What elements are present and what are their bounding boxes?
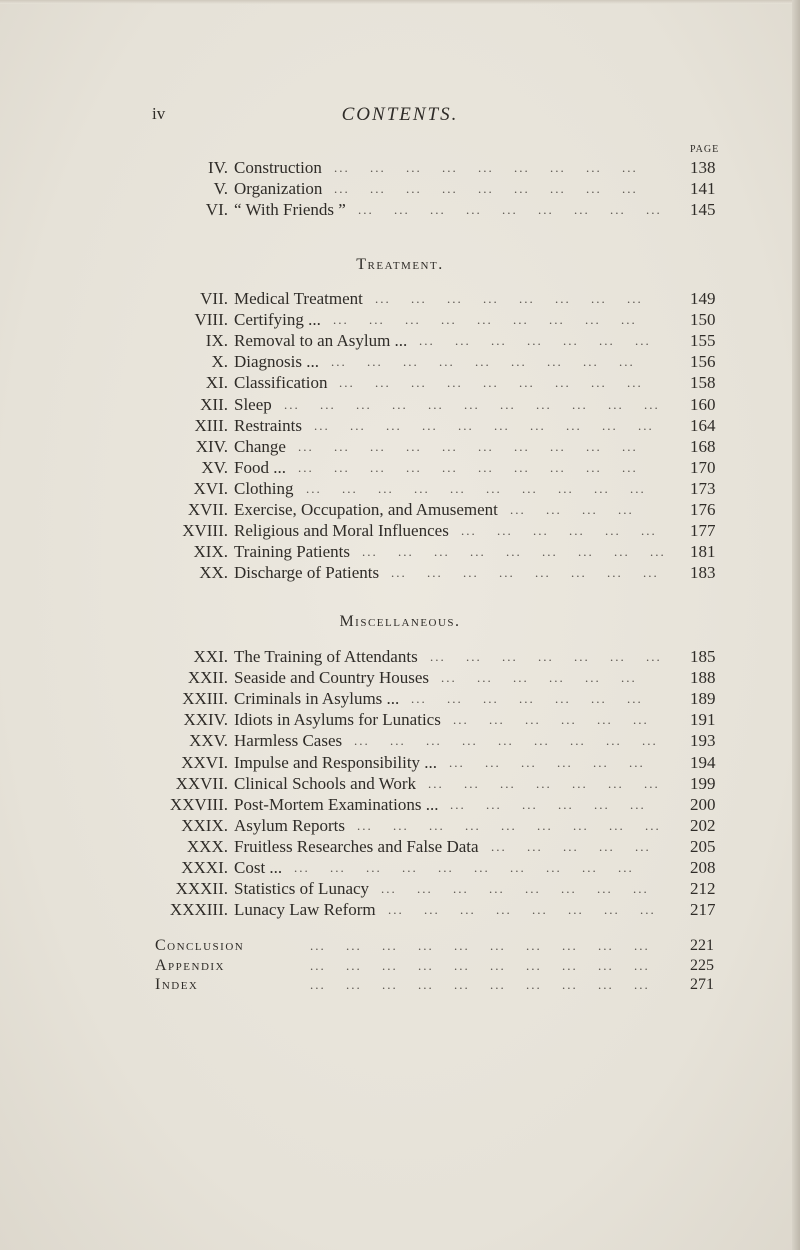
leader-dots: ... ... ... ... ... ... ... (428, 775, 660, 791)
chapter-number: XXIX. (181, 815, 228, 835)
chapter-title: Idiots in Asylums for Lunatics (234, 710, 441, 730)
toc-entry (0, 815, 800, 836)
chapter-title: “ With Friends ” (234, 200, 346, 219)
toc-entry (0, 794, 800, 815)
chapter-number: XXIII. (182, 689, 228, 709)
leader-dots: ... ... ... ... ... ... ... (419, 333, 651, 349)
toc-entry (0, 646, 800, 667)
toc-entry (0, 372, 800, 393)
page-number: 189 (690, 689, 716, 709)
leader-dots: ... ... ... ... ... ... ... ... ... ... (298, 459, 638, 475)
leader-dots: ... ... ... ... (510, 502, 634, 517)
chapter-number: XXX. (186, 836, 228, 856)
page-number: 138 (690, 158, 716, 177)
toc-entry-endmatter (0, 956, 800, 976)
endmatter-title: Index (155, 976, 199, 993)
toc-entry-endmatter (0, 936, 800, 956)
page-number: 183 (690, 563, 716, 583)
leader-dots: ... ... ... ... ... ... ... ... (391, 565, 659, 581)
toc-entry (0, 688, 800, 709)
chapter-title: Seaside and Country Houses (234, 668, 430, 688)
chapter-number: XX. (199, 563, 228, 583)
toc-entry (0, 394, 800, 415)
page-number: 217 (690, 900, 716, 920)
chapter-number: XXVII. (175, 773, 228, 793)
chapter-title: Restraints (234, 415, 302, 435)
chapter-title: Statistics of Lunacy (234, 879, 370, 899)
chapter-number: XV. (201, 457, 228, 477)
page-number: 205 (690, 836, 716, 856)
leader-dots: ... ... ... ... ... ... ... ... ... ... (310, 957, 650, 973)
leader-dots: ... ... ... ... ... ... ... ... ... (331, 354, 635, 370)
chapter-title: Religious and Moral Influences (234, 521, 449, 541)
page-number: 170 (690, 457, 716, 477)
page-number: 145 (690, 200, 716, 219)
chapter-number: V. (213, 179, 228, 198)
chapter-number: XVIII. (182, 521, 228, 541)
page-title: CONTENTS. (341, 104, 459, 125)
toc-entry (0, 478, 800, 499)
chapter-title: Exercise, Occupation, and Amusement (234, 500, 498, 519)
chapter-title: Sleep (234, 394, 272, 414)
chapter-number: X. (211, 352, 228, 372)
chapter-title: The Training of Attendants (234, 647, 418, 666)
toc-entry (0, 730, 800, 751)
chapter-number: XXXII. (175, 879, 228, 899)
chapter-title: Diagnosis ... (234, 352, 319, 372)
toc-entry (0, 752, 800, 773)
chapter-number: XXI. (193, 647, 228, 666)
page-number: 176 (690, 500, 716, 519)
chapter-number: XXII. (187, 668, 228, 688)
leader-dots: ... ... ... ... ... ... (453, 712, 649, 728)
page-number: 160 (690, 394, 716, 414)
toc-entry (0, 562, 800, 583)
leader-dots: ... ... ... ... ... ... ... ... ... (334, 160, 638, 175)
leader-dots: ... ... ... ... ... ... ... ... ... ... (314, 417, 654, 433)
chapter-number: XIII. (194, 415, 228, 435)
chapter-title: Clothing (234, 478, 294, 498)
leader-dots: ... ... ... ... ... ... ... ... (388, 902, 656, 918)
chapter-number: XII. (200, 394, 228, 414)
leader-dots: ... ... ... ... ... ... ... ... ... ... (310, 938, 650, 953)
page-number: 173 (690, 478, 716, 498)
chapter-title: Training Patients (234, 542, 351, 562)
leader-dots: ... ... ... ... ... ... ... ... ... (334, 181, 638, 196)
toc-entry (0, 436, 800, 457)
chapter-title: Impulse and Responsibility ... (234, 752, 438, 772)
toc-entry (0, 309, 800, 330)
chapter-title: Change (234, 436, 286, 456)
chapter-title: Classification (234, 373, 328, 393)
page-number: 225 (690, 956, 714, 974)
chapter-title: Asylum Reports (234, 815, 345, 835)
chapter-title: Food ... (234, 457, 286, 477)
chapter-number: XXV. (189, 731, 228, 751)
top-edge-shadow (0, 0, 800, 4)
leader-dots: ... ... ... ... ... ... ... (430, 649, 662, 664)
page-number: 202 (690, 815, 716, 835)
leader-dots: ... ... ... ... ... (491, 838, 651, 854)
page-number: 199 (690, 773, 716, 793)
toc-entry (0, 773, 800, 794)
leader-dots: ... ... ... ... ... ... ... ... ... (357, 817, 661, 833)
chapter-title: Certifying ... (234, 310, 321, 330)
page-number: 191 (690, 710, 716, 730)
chapter-title: Criminals in Asylums ... (234, 689, 400, 709)
chapter-title: Post-Mortem Examinations ... (234, 794, 439, 814)
chapter-number: VI. (205, 200, 228, 219)
toc-entry (0, 288, 800, 309)
chapter-number: XXXIII. (169, 900, 228, 920)
toc-entry (0, 836, 800, 857)
toc-entry (0, 415, 800, 436)
page-number: 271 (690, 976, 714, 993)
leader-dots: ... ... ... ... ... ... ... ... ... (358, 202, 662, 217)
chapter-title: Fruitless Researches and False Data (234, 836, 479, 856)
toc-entry (0, 857, 800, 878)
leader-dots: ... ... ... ... ... ... ... ... ... (339, 375, 643, 391)
chapter-number: XXVI. (181, 752, 228, 772)
endmatter-title: Appendix (155, 956, 226, 974)
leader-dots: ... ... ... ... ... ... ... ... ... (354, 733, 658, 749)
leader-dots: ... ... ... ... ... ... ... ... ... ... (306, 480, 646, 496)
leader-dots: ... ... ... ... ... ... ... (411, 691, 643, 707)
chapter-title: Construction (234, 158, 322, 177)
toc-entry (0, 330, 800, 351)
chapter-title: Removal to an Asylum ... (234, 331, 408, 351)
page-number: 208 (690, 858, 716, 877)
leader-dots: ... ... ... ... ... ... ... ... ... (362, 544, 666, 560)
page-number: 188 (690, 668, 716, 688)
leader-dots: ... ... ... ... ... ... ... ... ... ... (294, 860, 634, 875)
toc-entry (0, 709, 800, 730)
toc-entry (0, 457, 800, 478)
chapter-title: Organization (234, 179, 323, 198)
chapter-number: IX. (205, 331, 228, 351)
leader-dots: ... ... ... ... ... ... (461, 523, 657, 539)
toc-entry (0, 351, 800, 372)
chapter-number: VIII. (194, 310, 228, 330)
chapter-title: Discharge of Patients (234, 563, 380, 583)
toc-entry (0, 157, 800, 178)
page-column-label: PAGE (690, 144, 720, 155)
leader-dots: ... ... ... ... ... ... ... ... ... ... (310, 977, 650, 992)
chapter-number: XXIV. (183, 710, 228, 730)
chapter-number: XIX. (193, 542, 228, 562)
leader-dots: ... ... ... ... ... ... (450, 796, 646, 812)
page-number: 168 (690, 436, 716, 456)
page-number: 221 (690, 937, 714, 954)
page-number: 156 (690, 352, 716, 372)
toc-entry (0, 499, 800, 520)
leader-dots: ... ... ... ... ... ... (449, 754, 645, 770)
toc-entry-endmatter (0, 975, 800, 995)
chapter-title: Lunacy Law Reform (234, 900, 376, 920)
page-number: 200 (690, 794, 716, 814)
page-number: 164 (690, 415, 716, 435)
toc-entry (0, 520, 800, 541)
page-folio: iv (152, 104, 166, 123)
chapter-number: IV. (208, 158, 228, 177)
page-number: 185 (690, 647, 716, 666)
chapter-number: XXXI. (181, 858, 228, 877)
page-number: 212 (690, 879, 716, 899)
section-heading-treatment: Treatment. (356, 256, 444, 273)
page-number: 158 (690, 373, 716, 393)
toc-entry (0, 899, 800, 920)
toc-entry (0, 667, 800, 688)
chapter-title: Harmless Cases (234, 731, 343, 751)
toc-entry (0, 178, 800, 199)
chapter-title: Clinical Schools and Work (234, 773, 416, 793)
chapter-title: Cost ... (234, 858, 283, 877)
leader-dots: ... ... ... ... ... ... ... ... ... ... (298, 438, 638, 454)
toc-entry (0, 199, 800, 220)
section-heading-miscellaneous: Miscellaneous. (339, 613, 461, 630)
chapter-number: XI. (205, 373, 228, 393)
chapter-number: XIV. (195, 436, 228, 456)
chapter-title: Medical Treatment (234, 289, 363, 308)
page-number: 150 (690, 310, 716, 330)
chapter-number: VII. (200, 289, 228, 308)
toc-entry (0, 541, 800, 562)
toc-entry (0, 878, 800, 899)
page-number: 193 (690, 731, 716, 751)
chapter-number: XXVIII. (169, 794, 228, 814)
leader-dots: ... ... ... ... ... ... ... ... ... ... ... (284, 396, 660, 412)
leader-dots: ... ... ... ... ... ... ... ... (375, 291, 643, 306)
endmatter-title: Conclusion (155, 937, 245, 954)
page-number: 149 (690, 289, 716, 308)
page-number: 194 (690, 752, 716, 772)
page-number: 177 (690, 521, 716, 541)
chapter-number: XVII. (187, 500, 228, 519)
page-number: 181 (690, 542, 716, 562)
page-number: 155 (690, 331, 716, 351)
leader-dots: ... ... ... ... ... ... (441, 670, 637, 686)
page-number: 141 (690, 179, 716, 198)
chapter-number: XVI. (193, 478, 228, 498)
leader-dots: ... ... ... ... ... ... ... ... (381, 881, 649, 897)
running-head (0, 104, 800, 128)
leader-dots: ... ... ... ... ... ... ... ... ... (333, 312, 637, 328)
